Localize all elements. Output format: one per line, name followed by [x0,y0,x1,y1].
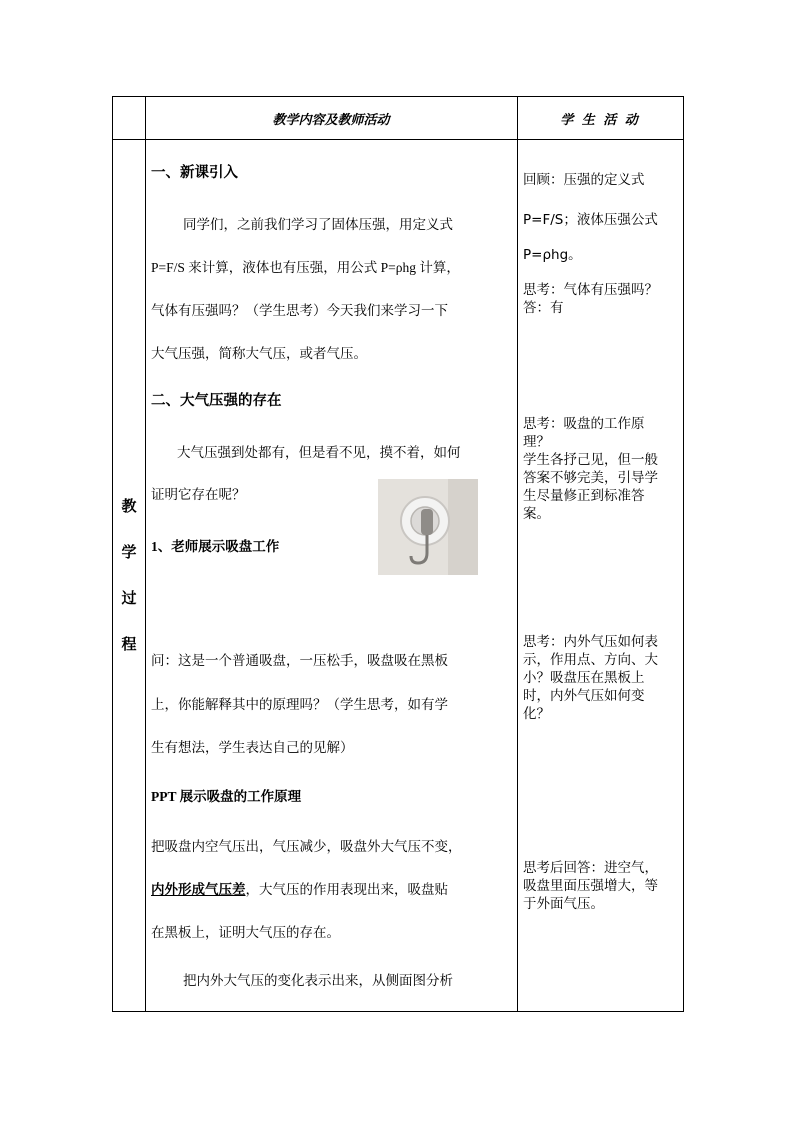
student-note-line: 答：有 [523,300,564,316]
student-note-line: 理？ [523,434,550,450]
student-note-line: 案。 [523,506,550,522]
header-student-activity: 学 生 活 动 [560,112,640,128]
suction-cup-photo [378,479,478,575]
teacher-content-column [145,139,517,1011]
paragraph-line: 证明它存在呢？ [151,487,246,502]
student-note-line: 吸盘里面压强增大，等 [523,878,658,894]
explanation-line: 在黑板上，证明大气压的存在。 [151,925,340,940]
pressure-difference-emphasis: 内外形成气压差 [151,882,246,897]
side-char: 学 [121,543,137,561]
ppt-heading: PPT 展示吸盘的工作原理 [151,789,302,804]
paragraph-line: P=F/S 来计算，液体也有压强，用公式 P=ρhg 计算， [151,260,460,275]
section-title-intro: 一、新课引入 [151,165,238,181]
student-note-line: 时，内外气压如何变 [523,688,645,704]
explanation-line: 把吸盘内空气压出，气压减少，吸盘外大气压不变， [151,839,462,854]
paragraph-line: 气体有压强吗？（学生思考）今天我们来学习一下 [151,303,448,318]
explanation-text: ，大气压的作用表现出来，吸盘贴 [245,882,448,897]
student-note-line: P=ρhg。 [523,247,582,263]
header-content-activity: 教学内容及教师活动 [272,112,390,128]
student-note-line: 回顾：压强的定义式 [523,172,645,188]
student-note-line: 学生各抒己见，但一般 [523,452,658,468]
student-note-line: 小？吸盘压在黑板上 [523,670,645,686]
student-activity-column [517,139,683,1011]
paragraph-line: 同学们，之前我们学习了固体压强，用定义式 [183,217,453,232]
student-note-line: 化？ [523,706,550,722]
paragraph-line: 大气压强，简称大气压，或者气压。 [151,346,367,361]
question-line: 问：这是一个普通吸盘，一压松手，吸盘吸在黑板 [151,653,448,668]
lesson-plan-table [112,96,684,1012]
student-note-line: 思考：吸盘的工作原 [523,416,645,432]
question-line: 生有想法，学生表达自己的见解） [151,740,354,755]
paragraph-line: 大气压强到处都有，但是看不见，摸不着，如何 [177,445,461,460]
paragraph-line: 把内外大气压的变化表示出来，从侧面图分析 [183,973,453,988]
student-note-line: P=F/S；液体压强公式 [523,212,658,228]
student-note-line: 生尽量修正到标准答 [523,488,645,504]
side-char: 程 [121,635,137,653]
student-note-line: 思考：气体有压强吗？ [523,282,658,298]
side-char: 教 [121,497,137,515]
student-note-line: 答案不够完美，引导学 [523,470,658,486]
explanation-line [151,878,448,898]
suction-cup-hook-icon [378,479,478,575]
side-char: 过 [121,589,137,607]
question-line: 上，你能解释其中的原理吗？（学生思考，如有学 [151,697,448,712]
section-title-existence: 二、大气压强的存在 [151,393,282,409]
student-note-line: 思考：内外气压如何表 [523,634,658,650]
student-note-line: 思考后回答：进空气， [523,860,658,876]
subsection-title-demo: 1、老师展示吸盘工作 [151,539,280,554]
student-note-line: 示，作用点、方向、大 [523,652,658,668]
side-label-teaching-process [113,139,145,1011]
student-note-line: 于外面气压。 [523,896,604,912]
